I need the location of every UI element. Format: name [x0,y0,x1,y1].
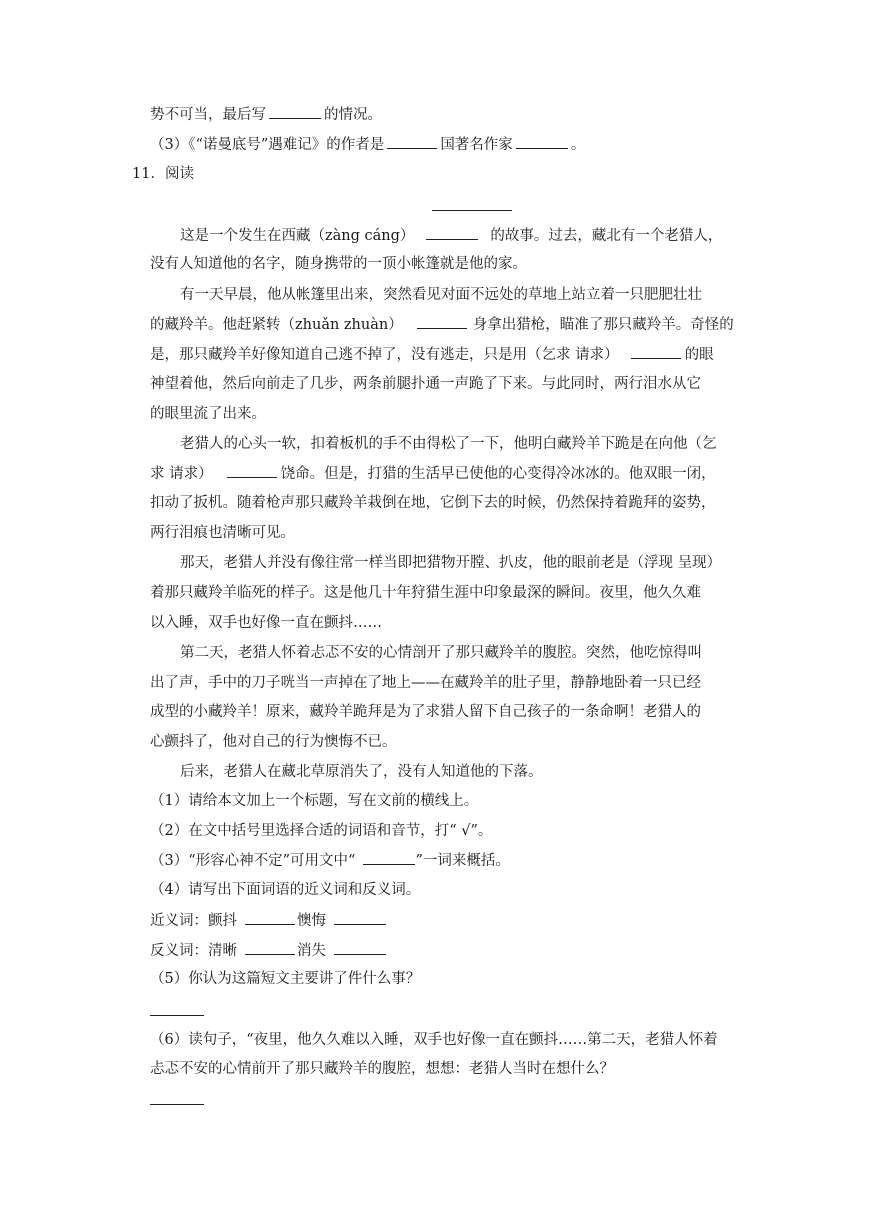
passage-line [150,344,714,365]
passage-line: 心颤抖了，他对自己的行为懊悔不已。 [150,734,397,750]
question-text: 懊悔 [297,913,326,929]
passage-line: 的眼里流了出来。 [150,406,266,422]
sub-question-2: （2）在文中括号里选择合适的词语和音节，打“ √”。 [150,823,493,839]
passage-line: 有一天早晨，他从帐篷里出来，突然看见对面不远处的草地上站立着一只肥肥壮壮 [180,287,702,303]
passage-line: 两行泪痕也清晰可见。 [150,525,295,541]
passage-line [150,463,716,484]
passage-text: 是，那只藏羚羊好像知道自己逃不掉了，没有逃走，只是用（乞求 请求） [150,347,619,363]
answer-blank[interactable] [426,225,478,240]
passage-text: 的眼 [684,347,714,363]
passage-line: 出了声，手中的刀子咣当一声掉在了地上——在藏羚羊的肚子里，静静地卧着一只已经 [150,675,701,691]
sub-question-1: （1）请给本文加上一个标题，写在文前的横线上。 [150,793,479,809]
passage-line: 神望着他，然后向前走了几步，两条前腿扑通一声跪了下来。与此同时，两行泪水从它 [150,376,701,392]
answer-blank[interactable] [417,314,467,329]
passage-line: 老猎人的心头一软，扣着板机的手不由得松了一下，他明白藏羚羊下跪是在向他（乞 [180,436,717,452]
passage-text: 的故事。过去，藏北有一个老猎人， [490,228,723,244]
question-11-heading: 11．阅读 [132,166,194,182]
answer-blank[interactable] [269,104,321,119]
question-text: （3）“形容心神不定”可用文中“ [150,853,356,869]
question-text: 国著名作家 [440,137,513,153]
question-text: ”一词来概括。 [415,853,510,869]
sub-question-4: （4）请写出下面词语的近义词和反义词。 [150,882,421,898]
prev-question-fragment [150,104,382,125]
synonym-row [150,910,386,931]
passage-line: 第二天，老猎人怀着忐忑不安的心情剖开了那只藏羚羊的腹腔。突然，他吃惊得叫 [180,645,702,661]
answer-blank[interactable] [631,344,681,359]
question-text: 反义词：清晰 [150,943,237,959]
answer-blank[interactable] [245,910,295,925]
sub-question-3 [150,850,510,871]
passage-text: 这是一个发生在西藏（zàng cáng） [180,228,415,244]
passage-line: 后来，老猎人在藏北草原消失了，没有人知道他的下落。 [180,764,543,780]
answer-blank[interactable] [245,940,295,955]
passage-line: 那天，老猎人并没有像往常一样当即把猎物开膛、扒皮，他的眼前老是（浮现 呈现） [180,555,722,571]
title-blank[interactable] [432,209,512,211]
fragment-text: 势不可当，最后写 [150,107,266,123]
passage-line: 成型的小藏羚羊！原来，藏羚羊跪拜是为了求猎人留下自己孩子的一条命啊！老猎人的 [150,704,701,720]
antonym-row [150,940,386,961]
answer-blank[interactable] [150,1014,204,1016]
answer-blank[interactable] [516,134,568,149]
passage-text: 饶命。但是，打猎的生活早已使他的心变得冷冰冰的。他双眼一闭， [280,466,716,482]
question-text: （3）《“诺曼底号”遇难记》的作者是 [150,137,385,153]
passage-line: 以入睡，双手也好像一直在颤抖…… [150,615,382,631]
passage-text: 身拿出猎枪，瞄准了那只藏羚羊。奇怪的 [472,317,734,333]
passage-line [150,314,734,335]
fragment-text: 的情况。 [324,107,382,123]
passage-line [180,225,722,246]
passage-text: 的藏羚羊。他赶紧转（zhuǎn zhuàn） [150,317,403,333]
answer-blank[interactable] [227,463,277,478]
sub-question-5: （5）你认为这篇短文主要讲了件什么事？ [150,971,421,987]
answer-blank[interactable] [150,1103,204,1105]
passage-line: 没有人知道他的名字，随身携带的一顶小帐篷就是他的家。 [150,256,527,272]
answer-blank[interactable] [387,134,437,149]
answer-blank[interactable] [334,910,386,925]
answer-blank[interactable] [363,850,415,865]
answer-blank[interactable] [334,940,386,955]
question-3 [150,134,585,155]
sub-question-6-cont: 忐忑不安的心情前开了那只藏羚羊的腹腔，想想：老猎人当时在想什么？ [150,1061,614,1077]
question-text: 。 [570,137,586,153]
question-text: 近义词：颤抖 [150,913,237,929]
passage-line: 着那只藏羚羊临死的样子。这是他几十年狩猎生涯中印象最深的瞬间。夜里，他久久难 [150,585,701,601]
question-text: 消失 [297,943,326,959]
passage-line: 扣动了扳机。随着枪声那只藏羚羊栽倒在地，它倒下去的时候，仍然保持着跪拜的姿势， [150,495,716,511]
sub-question-6: （6）读句子，“夜里，他久久难以入睡，双手也好像一直在颤抖……第二天，老猎人怀着 [150,1032,718,1048]
passage-text: 求 请求） [150,466,213,482]
